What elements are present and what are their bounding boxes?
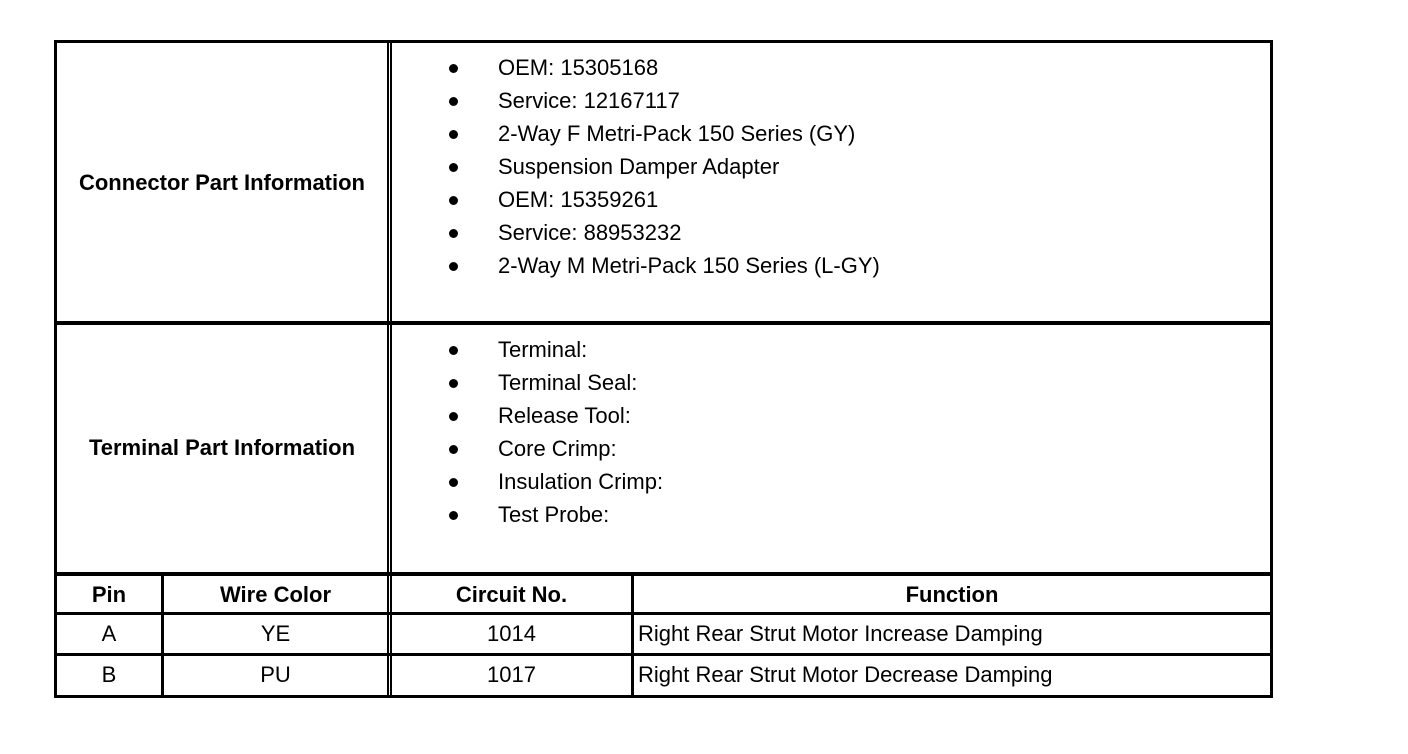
table-row-a-circuit-no: 1014: [487, 621, 536, 646]
bullet-icon: [449, 229, 458, 238]
terminal-part-item-text: Terminal Seal:: [498, 370, 638, 395]
row-divider-connector-terminal: [54, 321, 1273, 325]
table-row-a-function: Right Rear Strut Motor Increase Damping: [638, 621, 1043, 646]
terminal-part-item-text: Terminal:: [498, 337, 588, 362]
bullet-icon: [449, 379, 458, 388]
terminal-part-item: [442, 366, 663, 399]
bullet-icon: [449, 478, 458, 487]
terminal-part-item-text: Insulation Crimp:: [498, 469, 664, 494]
connector-part-item: [442, 183, 880, 216]
bullet-icon: [449, 346, 458, 355]
connector-part-list: [442, 51, 880, 282]
table-row-b-wire-color: PU: [260, 662, 291, 687]
connector-part-item-text: 2-Way F Metri-Pack 150 Series (GY): [498, 121, 856, 146]
connector-part-item: [442, 150, 880, 183]
connector-part-item-text: OEM: 15305168: [498, 55, 659, 80]
bullet-icon: [449, 64, 458, 73]
pin-column-header: Pin: [91, 582, 127, 607]
bullet-icon: [449, 163, 458, 172]
bullet-icon: [449, 196, 458, 205]
terminal-part-list: [442, 333, 663, 531]
connector-part-item-text: Suspension Damper Adapter: [498, 154, 780, 179]
terminal-part-item-text: Core Crimp:: [498, 436, 617, 461]
table-row-a-wire-color: YE: [260, 621, 291, 646]
row-divider-terminal-pins: [54, 572, 1273, 576]
bullet-icon: [449, 97, 458, 106]
connector-part-item: [442, 117, 880, 150]
connector-part-item-text: Service: 12167117: [498, 88, 680, 113]
connector-part-item: [442, 84, 880, 117]
bullet-icon: [449, 130, 458, 139]
bullet-icon: [449, 511, 458, 520]
connector-part-item: [442, 249, 880, 282]
wire-color-column-header: Wire Color: [219, 582, 332, 607]
connector-part-item-text: OEM: 15359261: [498, 187, 659, 212]
row-divider-header: [54, 612, 1273, 615]
terminal-part-item-text: Release Tool:: [498, 403, 631, 428]
function-column-header: Function: [905, 582, 999, 607]
connector-part-item-text: 2-Way M Metri-Pack 150 Series (L-GY): [498, 253, 880, 278]
terminal-part-item: [442, 333, 663, 366]
circuit-no-column-header: Circuit No.: [455, 582, 568, 607]
terminal-part-item-text: Test Probe:: [498, 502, 610, 527]
terminal-part-item: [442, 465, 663, 498]
table-row-b-pin: B: [101, 662, 117, 687]
terminal-part-item: [442, 498, 663, 531]
terminal-part-item: [442, 432, 663, 465]
table-row-b-function: Right Rear Strut Motor Decrease Damping: [638, 662, 1053, 687]
connector-part-item-text: Service: 88953232: [498, 220, 682, 245]
bullet-icon: [449, 445, 458, 454]
table-row-a-pin: A: [101, 621, 117, 646]
connector-part-information-label: Connector Part Information: [78, 170, 365, 195]
bullet-icon: [449, 262, 458, 271]
connector-part-item: [442, 216, 880, 249]
connector-part-item: [442, 51, 880, 84]
row-divider-row-a: [54, 653, 1273, 656]
table-row-b-circuit-no: 1017: [487, 662, 536, 687]
bullet-icon: [449, 412, 458, 421]
terminal-part-information-label: Terminal Part Information: [88, 435, 356, 460]
terminal-part-item: [442, 399, 663, 432]
